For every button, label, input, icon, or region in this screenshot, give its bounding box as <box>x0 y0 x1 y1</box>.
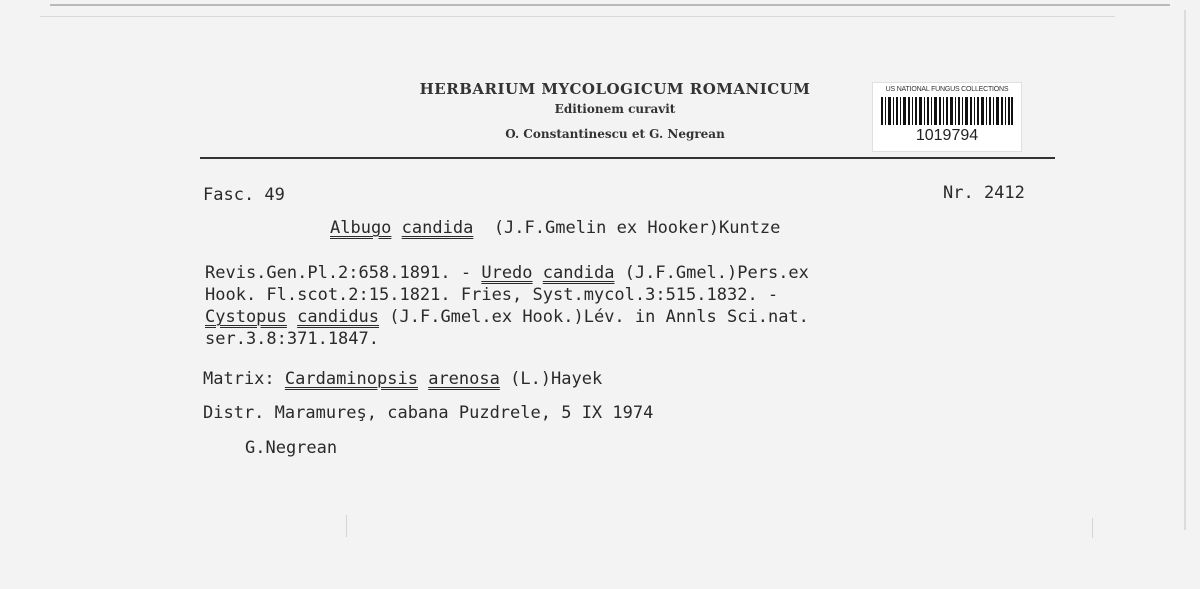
barcode-institution: US NATIONAL FUNGUS COLLECTIONS <box>885 86 1009 93</box>
header-divider <box>200 157 1055 159</box>
synonymy-line4: ser.3.8:371.1847. <box>205 329 379 349</box>
synonymy-cystopus-genus: Cystopus <box>205 307 287 327</box>
barcode-icon <box>881 97 1013 125</box>
species-name <box>330 217 780 239</box>
synonymy-line1-authority: (J.F.Gmel.)Pers.ex <box>614 263 809 283</box>
top-border-faint-line <box>40 16 1115 17</box>
herbarium-subtitle: Editionem curavit <box>554 102 676 116</box>
barcode-label <box>872 82 1022 152</box>
collector-name: G.Negrean <box>245 438 338 458</box>
herbarium-header <box>400 80 830 141</box>
specimen-number: Nr. 2412 <box>943 183 1025 203</box>
top-border-line <box>50 4 1170 6</box>
distribution-line: Distr. Maramureş, cabana Puzdrele, 5 IX 1974 <box>203 403 654 423</box>
synonymy-uredo-epithet: candida <box>542 263 615 283</box>
species-authority: (J.F.Gmelin ex Hooker)Kuntze <box>493 218 781 238</box>
matrix-epithet: arenosa <box>428 369 500 389</box>
paper-mark-right <box>1092 518 1093 538</box>
synonymy-block <box>205 262 809 350</box>
matrix-authority: (L.)Hayek <box>499 369 603 389</box>
paper-mark <box>346 515 347 537</box>
species-epithet: candida <box>401 218 474 238</box>
herbarium-editors: O. Constantinescu et G. Negrean <box>505 127 725 141</box>
barcode-number: 1019794 <box>915 127 979 144</box>
matrix-line <box>203 368 602 390</box>
synonymy-uredo-genus: Uredo <box>481 263 533 283</box>
synonymy-line1-text: Revis.Gen.Pl.2:658.1891. - <box>205 263 482 283</box>
species-genus: Albugo <box>330 218 392 238</box>
matrix-prefix: Matrix: <box>203 369 285 389</box>
fascicle-number: Fasc. 49 <box>203 185 285 205</box>
synonymy-line2: Hook. Fl.scot.2:15.1821. Fries, Syst.mycol.3:515.1832. - <box>205 285 779 305</box>
herbarium-title: HERBARIUM MYCOLOGICUM ROMANICUM <box>419 80 811 98</box>
synonymy-cystopus-epithet: candidus <box>297 307 380 327</box>
matrix-genus: Cardaminopsis <box>284 369 418 389</box>
synonymy-line3-authority: (J.F.Gmel.ex Hook.)Lév. in Annls Sci.nat. <box>379 307 809 327</box>
right-edge-line <box>1184 10 1186 530</box>
